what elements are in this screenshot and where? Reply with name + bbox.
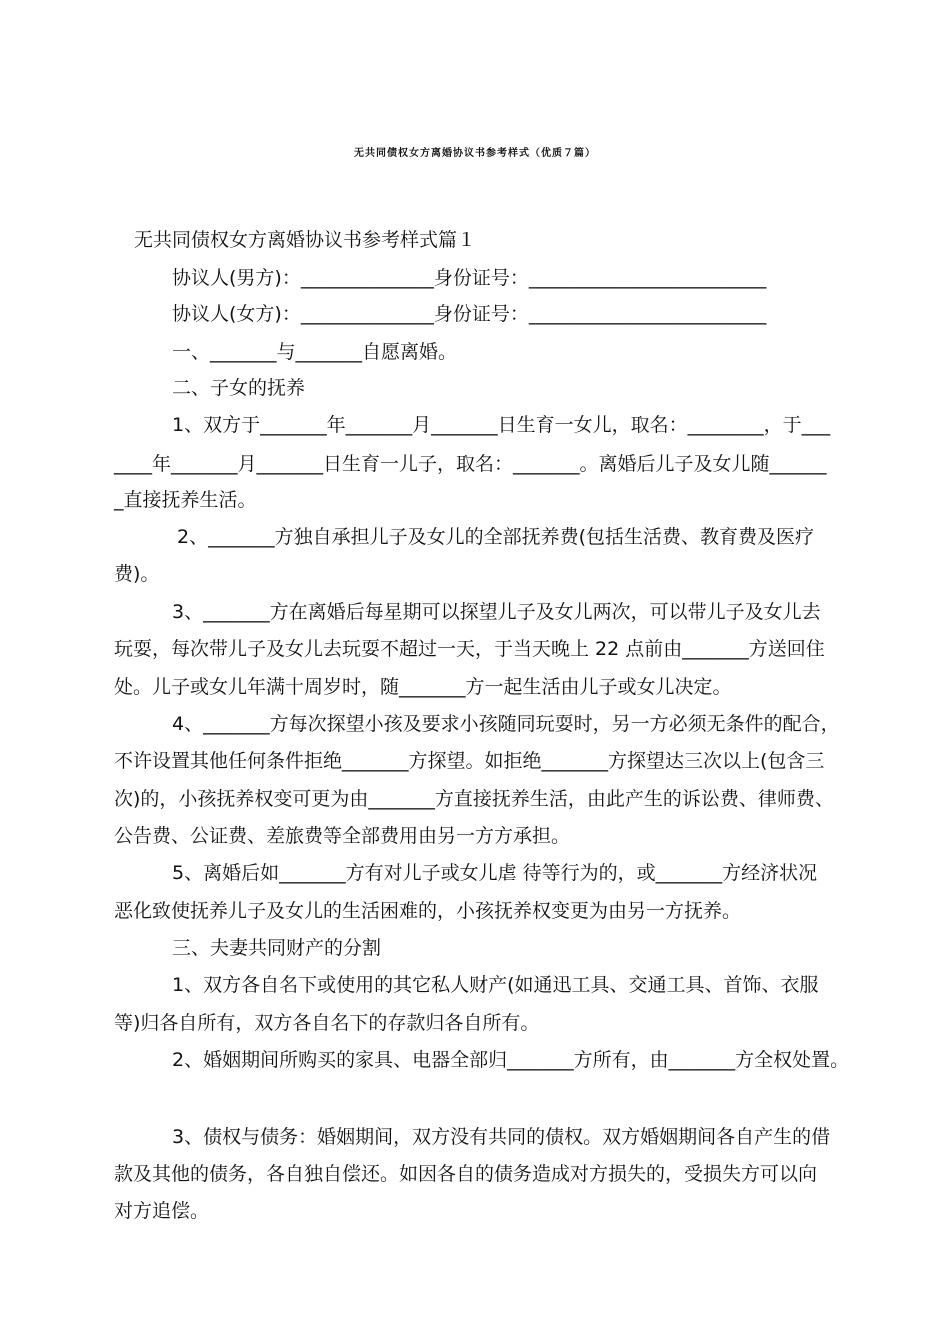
paragraph-line: 1、双方各自名下或使用的其它私人财产(如通迅工具、交通工具、首饰、衣服: [172, 974, 819, 996]
paragraph-line: 5、离婚后如_______方有对儿子或女儿虐 待等行为的，或_______方经济状况: [172, 862, 818, 884]
paragraph-line: ____年_______月_______日生育一儿子，取名：_______。离婚后儿子及女儿随______: [114, 453, 827, 475]
document-title: 无共同债权女方离婚协议书参考样式（优质７篇）: [354, 148, 596, 159]
party-female-line: 协议人(女方)：______________身份证号：_________________________: [172, 303, 767, 325]
clause-divorce: 一、_______与_______自愿离婚。: [172, 341, 458, 363]
paragraph-line: 款及其他的债务，各自独自偿还。如因各自的债务造成对方损失的，受损失方可以向: [114, 1163, 818, 1185]
paragraph-line: 不许设置其他任何条件拒绝_______方探望。如拒绝_______方探望达三次以上(包含三: [114, 750, 825, 772]
party-male-line: 协议人(男方)：______________身份证号：_________________________: [172, 267, 767, 289]
paragraph-line: 3、债权与债务：婚姻期间，双方没有共同的债权。双方婚姻期间各自产生的借: [172, 1126, 831, 1148]
paragraph-line: 2、婚姻期间所购买的家具、电器全部归_______方所有，由_______方全权处置。: [172, 1049, 850, 1071]
document-subtitle: 无共同债权女方离婚协议书参考样式篇１: [134, 229, 477, 251]
paragraph-line: 费)。: [114, 563, 160, 585]
paragraph-line: 处。儿子或女儿年满十周岁时，随_______方一起生活由儿子或女儿决定。: [114, 676, 732, 698]
paragraph-line: 次)的，小孩抚养权变可更为由_______方直接抚养生活，由此产生的诉讼费、律师费、: [114, 788, 834, 810]
paragraph-line: 1、双方于_______年_______月_______日生育一女儿，取名：________，于___: [172, 414, 831, 436]
paragraph-line: 玩耍，每次带儿子及女儿去玩耍不超过一天，于当天晚上 22 点前由_______方送回住: [114, 638, 825, 660]
paragraph-line: 公告费、公证费、差旅费等全部费用由另一方方承担。: [114, 825, 571, 847]
paragraph-line: _直接抚养生活。: [114, 489, 257, 511]
paragraph-line: 3、_______方在离婚后每星期可以探望儿子及女儿两次，可以带儿子及女儿去: [172, 601, 821, 623]
paragraph-line: 4、_______方每次探望小孩及要求小孩随同玩耍时，另一方必须无条件的配合，: [172, 713, 840, 735]
paragraph-line: 等)归各自所有，双方各自名下的存款归各自所有。: [114, 1012, 540, 1034]
paragraph-line: 2、_______方独自承担儿子及女儿的全部抚养费(包括生活费、教育费及医疗: [177, 526, 815, 548]
section-heading-child-custody: 二、子女的抚养: [172, 377, 306, 399]
paragraph-line: 恶化致使抚养儿子及女儿的生活困难的，小孩抚养权变更为由另一方抚养。: [114, 900, 742, 922]
section-heading-property: 三、夫妻共同财产的分割: [172, 937, 382, 959]
paragraph-line: 对方追偿。: [114, 1200, 210, 1222]
